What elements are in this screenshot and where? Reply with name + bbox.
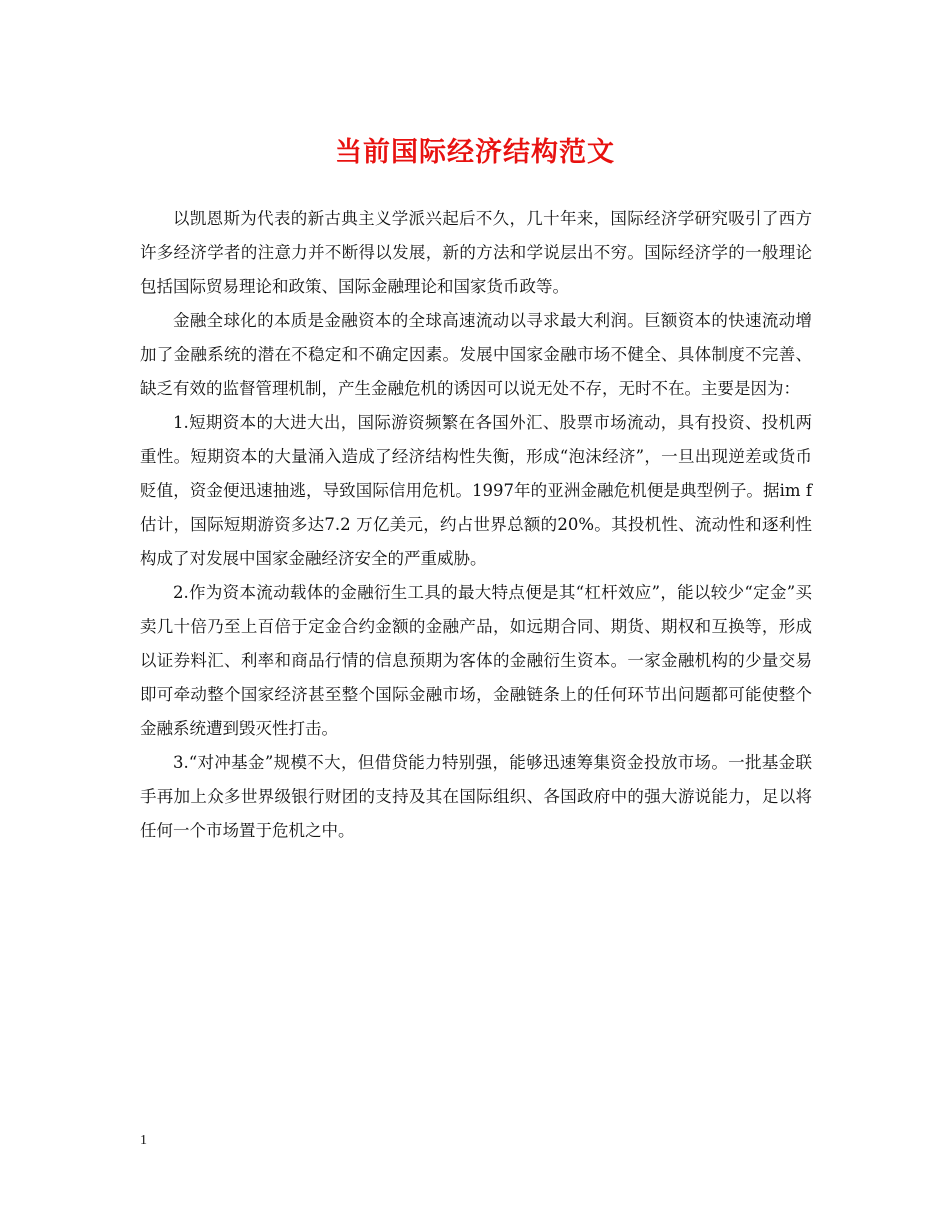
paragraph: 1.短期资本的大进大出，国际游资频繁在各国外汇、股票市场流动，具有投资、投机两重性。短期资本的大量涌入造成了经济结构性失衡，形成“泡沫经济”，一旦出现逆差或货币贬值，资金便迅速抽逃，导致国际信用危机。1997年的亚洲金融危机便是典型例子。据im f估计，国际短期游资多达7.2 万亿美元，约占世界总额的20%。其投机性、流动性和逐利性构成了对发展中国家金融经济安全的严重威胁。: [140, 413, 812, 568]
paragraph: 3.“对冲基金”规模不大，但借贷能力特别强，能够迅速筹集资金投放市场。一批基金联手再加上众多世界级银行财团的支持及其在国际组织、各国政府中的强大游说能力，足以将任何一个市场置于危机之中。: [140, 753, 812, 840]
paragraph: 2.作为资本流动载体的金融衍生工具的最大特点便是其“杠杆效应”，能以较少“定金”买卖几十倍乃至上百倍于定金合约金额的金融产品，如远期合同、期货、期权和互换等，形成以证券料汇、利率和商品行情的信息预期为客体的金融衍生资本。一家金融机构的少量交易即可牵动整个国家经济甚至整个国际金融市场，金融链条上的任何环节出问题都可能使整个金融系统遭到毁灭性打击。: [140, 583, 812, 738]
document-title: 当前国际经济结构范文: [335, 137, 615, 168]
paragraph: 金融全球化的本质是金融资本的全球高速流动以寻求最大利润。巨额资本的快速流动增加了金融系统的潜在不稳定和不确定因素。发展中国家金融市场不健全、具体制度不完善、缺乏有效的监督管理机制，产生金融危机的诱因可以说无处不存，无时不在。主要是因为：: [140, 311, 812, 398]
paragraph: 以凯恩斯为代表的新古典主义学派兴起后不久，几十年来，国际经济学研究吸引了西方许多经济学者的注意力并不断得以发展，新的方法和学说层出不穷。国际经济学的一般理论包括国际贸易理论和政策、国际金融理论和国家货币政等。: [140, 209, 812, 296]
page-number: 1: [140, 1133, 147, 1148]
document-body: [140, 202, 812, 848]
